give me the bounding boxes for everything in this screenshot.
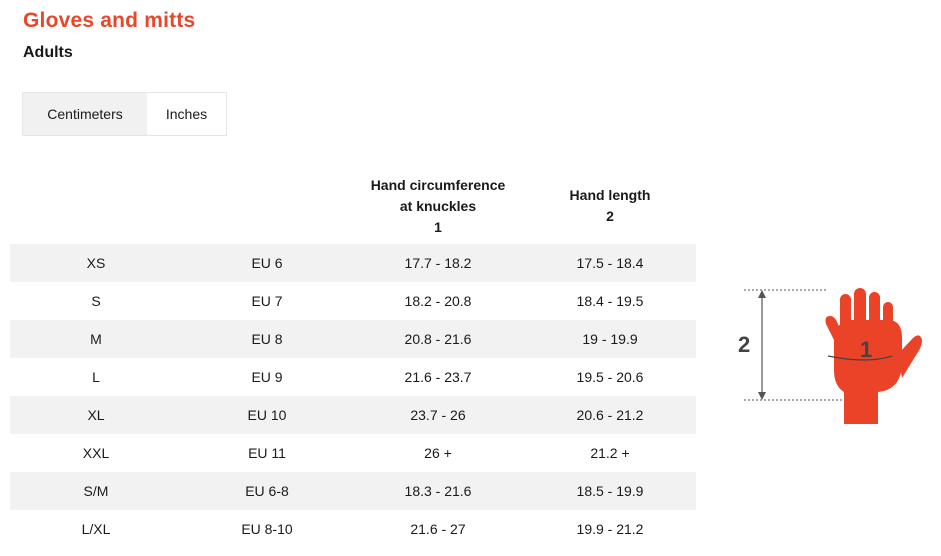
table-row (10, 282, 696, 320)
size-table (10, 168, 696, 548)
inches-button[interactable]: Inches (147, 93, 226, 135)
length-cell: 18.4 - 19.5 (576, 293, 644, 309)
size-cell: M (10, 320, 182, 358)
table-row (10, 434, 696, 472)
circumference-marker: 1 (860, 337, 873, 362)
circumference-cell: 21.6 - 27 (410, 521, 466, 537)
centimeters-button[interactable]: Centimeters (23, 93, 147, 135)
size-cell: S/M (10, 472, 182, 510)
eu-size-cell: EU 8-10 (241, 521, 293, 537)
page-title: Gloves and mitts (23, 9, 196, 32)
size-cell: XS (10, 244, 182, 282)
table-header-row (10, 168, 696, 244)
eu-size-cell: EU 9 (251, 369, 283, 385)
length-cell: 20.6 - 21.2 (524, 396, 696, 434)
length-cell: 21.2 + (590, 445, 630, 461)
header-size (10, 168, 182, 244)
header-eu-size (182, 168, 352, 244)
length-cell: 19.9 - 21.2 (576, 521, 644, 537)
eu-size-cell: EU 11 (248, 445, 286, 461)
length-cell: 19 - 19.9 (524, 320, 696, 358)
circumference-cell: 20.8 - 21.6 (352, 320, 524, 358)
length-cell: 18.5 - 19.9 (524, 472, 696, 510)
header-line: at knuckles (399, 197, 477, 214)
eu-size-cell: EU 6-8 (182, 472, 352, 510)
circumference-cell: 26 + (424, 445, 452, 461)
circumference-cell: 18.2 - 20.8 (404, 293, 472, 309)
header-hand-circumference (352, 168, 524, 244)
circumference-cell: 17.7 - 18.2 (352, 244, 524, 282)
size-cell: XL (10, 396, 182, 434)
size-cell: XXL (82, 445, 110, 461)
length-cell: 19.5 - 20.6 (576, 369, 644, 385)
size-cell: S (91, 293, 101, 309)
header-hand-length (524, 168, 696, 244)
circumference-cell: 21.6 - 23.7 (404, 369, 472, 385)
eu-size-cell: EU 8 (182, 320, 352, 358)
header-line: 1 (434, 218, 442, 235)
length-marker: 2 (738, 332, 751, 357)
unit-toggle (22, 92, 227, 136)
header-line: Hand length (569, 187, 651, 203)
hand-shape (826, 288, 923, 424)
length-arrow-head-top (758, 290, 766, 298)
circumference-cell: 18.3 - 21.6 (352, 472, 524, 510)
table-row (10, 396, 696, 434)
length-arrow-head-bottom (758, 392, 766, 400)
table-row (10, 510, 696, 548)
page-subtitle: Adults (23, 44, 73, 61)
table-row (10, 244, 696, 282)
table-row (10, 320, 696, 358)
size-cell: L/XL (81, 521, 111, 537)
table-row (10, 358, 696, 396)
hand-measure-icon (730, 280, 930, 430)
eu-size-cell: EU 6 (182, 244, 352, 282)
eu-size-cell: EU 7 (251, 293, 283, 309)
size-cell: L (92, 369, 100, 385)
table-row (10, 472, 696, 510)
header-line: 2 (606, 208, 614, 224)
length-cell: 17.5 - 18.4 (524, 244, 696, 282)
header-line: Hand circumference (370, 176, 506, 193)
circumference-cell: 23.7 - 26 (352, 396, 524, 434)
eu-size-cell: EU 10 (182, 396, 352, 434)
